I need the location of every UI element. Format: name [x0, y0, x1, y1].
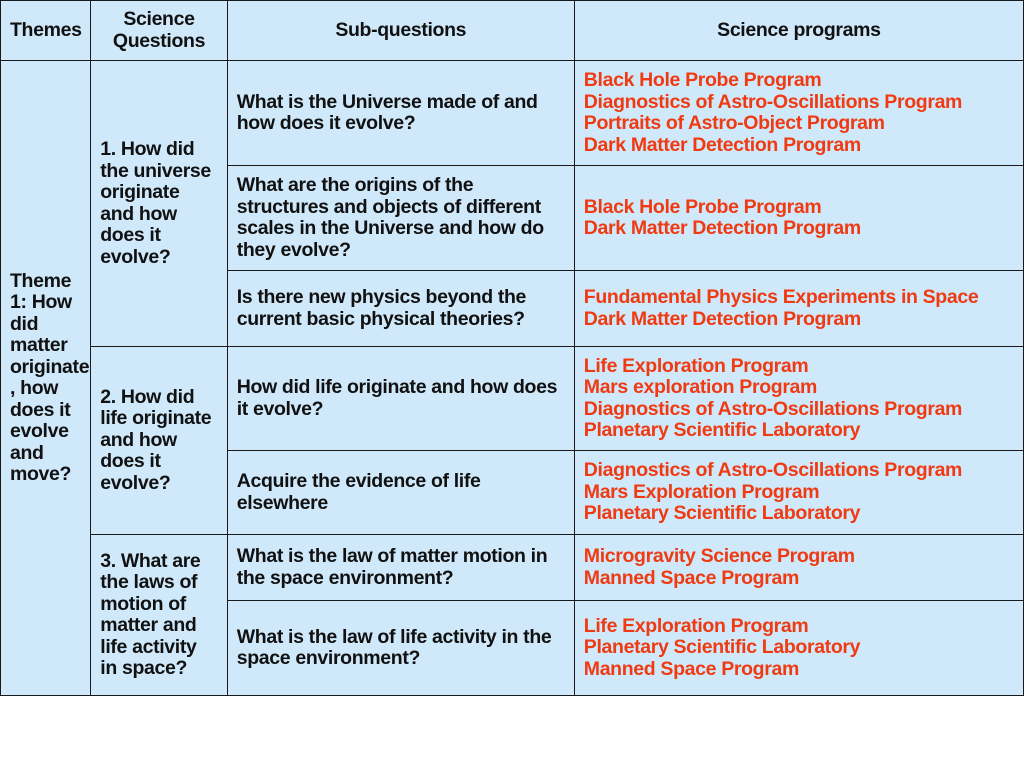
programs-cell: [574, 271, 1023, 347]
programs-cell: [574, 451, 1023, 535]
sub-question: What is the law of life activity in the space environment?: [227, 601, 574, 696]
sub-question: How did life originate and how does it evolve?: [227, 347, 574, 451]
program-name: Black Hole Probe Program: [583, 69, 822, 91]
program-name: Mars Exploration Program: [583, 480, 820, 503]
header-science-questions: Science Questions: [91, 1, 227, 61]
program-name: Life Exploration Program: [583, 614, 809, 637]
header-themes: Themes: [1, 1, 91, 61]
program-name: Black Hole Probe Program: [583, 195, 822, 218]
program-name: Diagnostics of Astro-Oscillations Program: [583, 90, 963, 113]
sub-question: Is there new physics beyond the current basic physical theories?: [227, 271, 574, 347]
sub-question: What is the law of matter motion in the space environment?: [227, 535, 574, 601]
sub-question: What is the Universe made of and how does it evolve?: [227, 61, 574, 166]
program-name: Dark Matter Detection Program: [583, 217, 861, 239]
program-name: Manned Space Program: [583, 657, 799, 680]
science-question-2: 2. How did life originate and how does it evolve?: [91, 347, 227, 535]
program-name: Dark Matter Detection Program: [583, 307, 861, 330]
header-row: [1, 1, 1024, 61]
program-name: Mars exploration Program: [583, 376, 818, 398]
program-name: Life Exploration Program: [583, 354, 809, 377]
program-name: Planetary Scientific Laboratory: [583, 636, 861, 659]
theme-cell: Theme 1: How did matter originate , how does it evolve and move?: [1, 61, 91, 696]
program-name: Portraits of Astro-Object Program: [583, 112, 885, 134]
program-name: Dark Matter Detection Program: [583, 133, 861, 156]
science-question-3: 3. What are the laws of motion of matter and life activity in space?: [91, 535, 227, 696]
programs-cell: [574, 61, 1023, 166]
program-name: Fundamental Physics Experiments in Space: [583, 286, 979, 308]
program-name: Diagnostics of Astro-Oscillations Program: [583, 459, 963, 482]
table-row: [1, 535, 1024, 601]
header-science-programs: Science programs: [574, 1, 1023, 61]
program-name: Planetary Scientific Laboratory: [583, 419, 861, 441]
programs-cell: [574, 166, 1023, 271]
sub-question: What are the origins of the structures and objects of different scales in the Universe and how do they evolve?: [227, 166, 574, 271]
science-question-1: 1. How did the universe originate and how does it evolve?: [91, 61, 227, 347]
program-name: Planetary Scientific Laboratory: [583, 502, 861, 525]
program-name: Manned Space Program: [583, 566, 799, 589]
sub-question: Acquire the evidence of life elsewhere: [227, 451, 574, 535]
header-sub-questions: Sub-questions: [227, 1, 574, 61]
programs-cell: [574, 601, 1023, 696]
program-name: Microgravity Science Program: [583, 545, 855, 567]
table-row: [1, 61, 1024, 166]
programs-cell: [574, 347, 1023, 451]
programs-cell: [574, 535, 1023, 601]
program-name: Diagnostics of Astro-Oscillations Program: [583, 397, 963, 420]
table-row: [1, 347, 1024, 451]
